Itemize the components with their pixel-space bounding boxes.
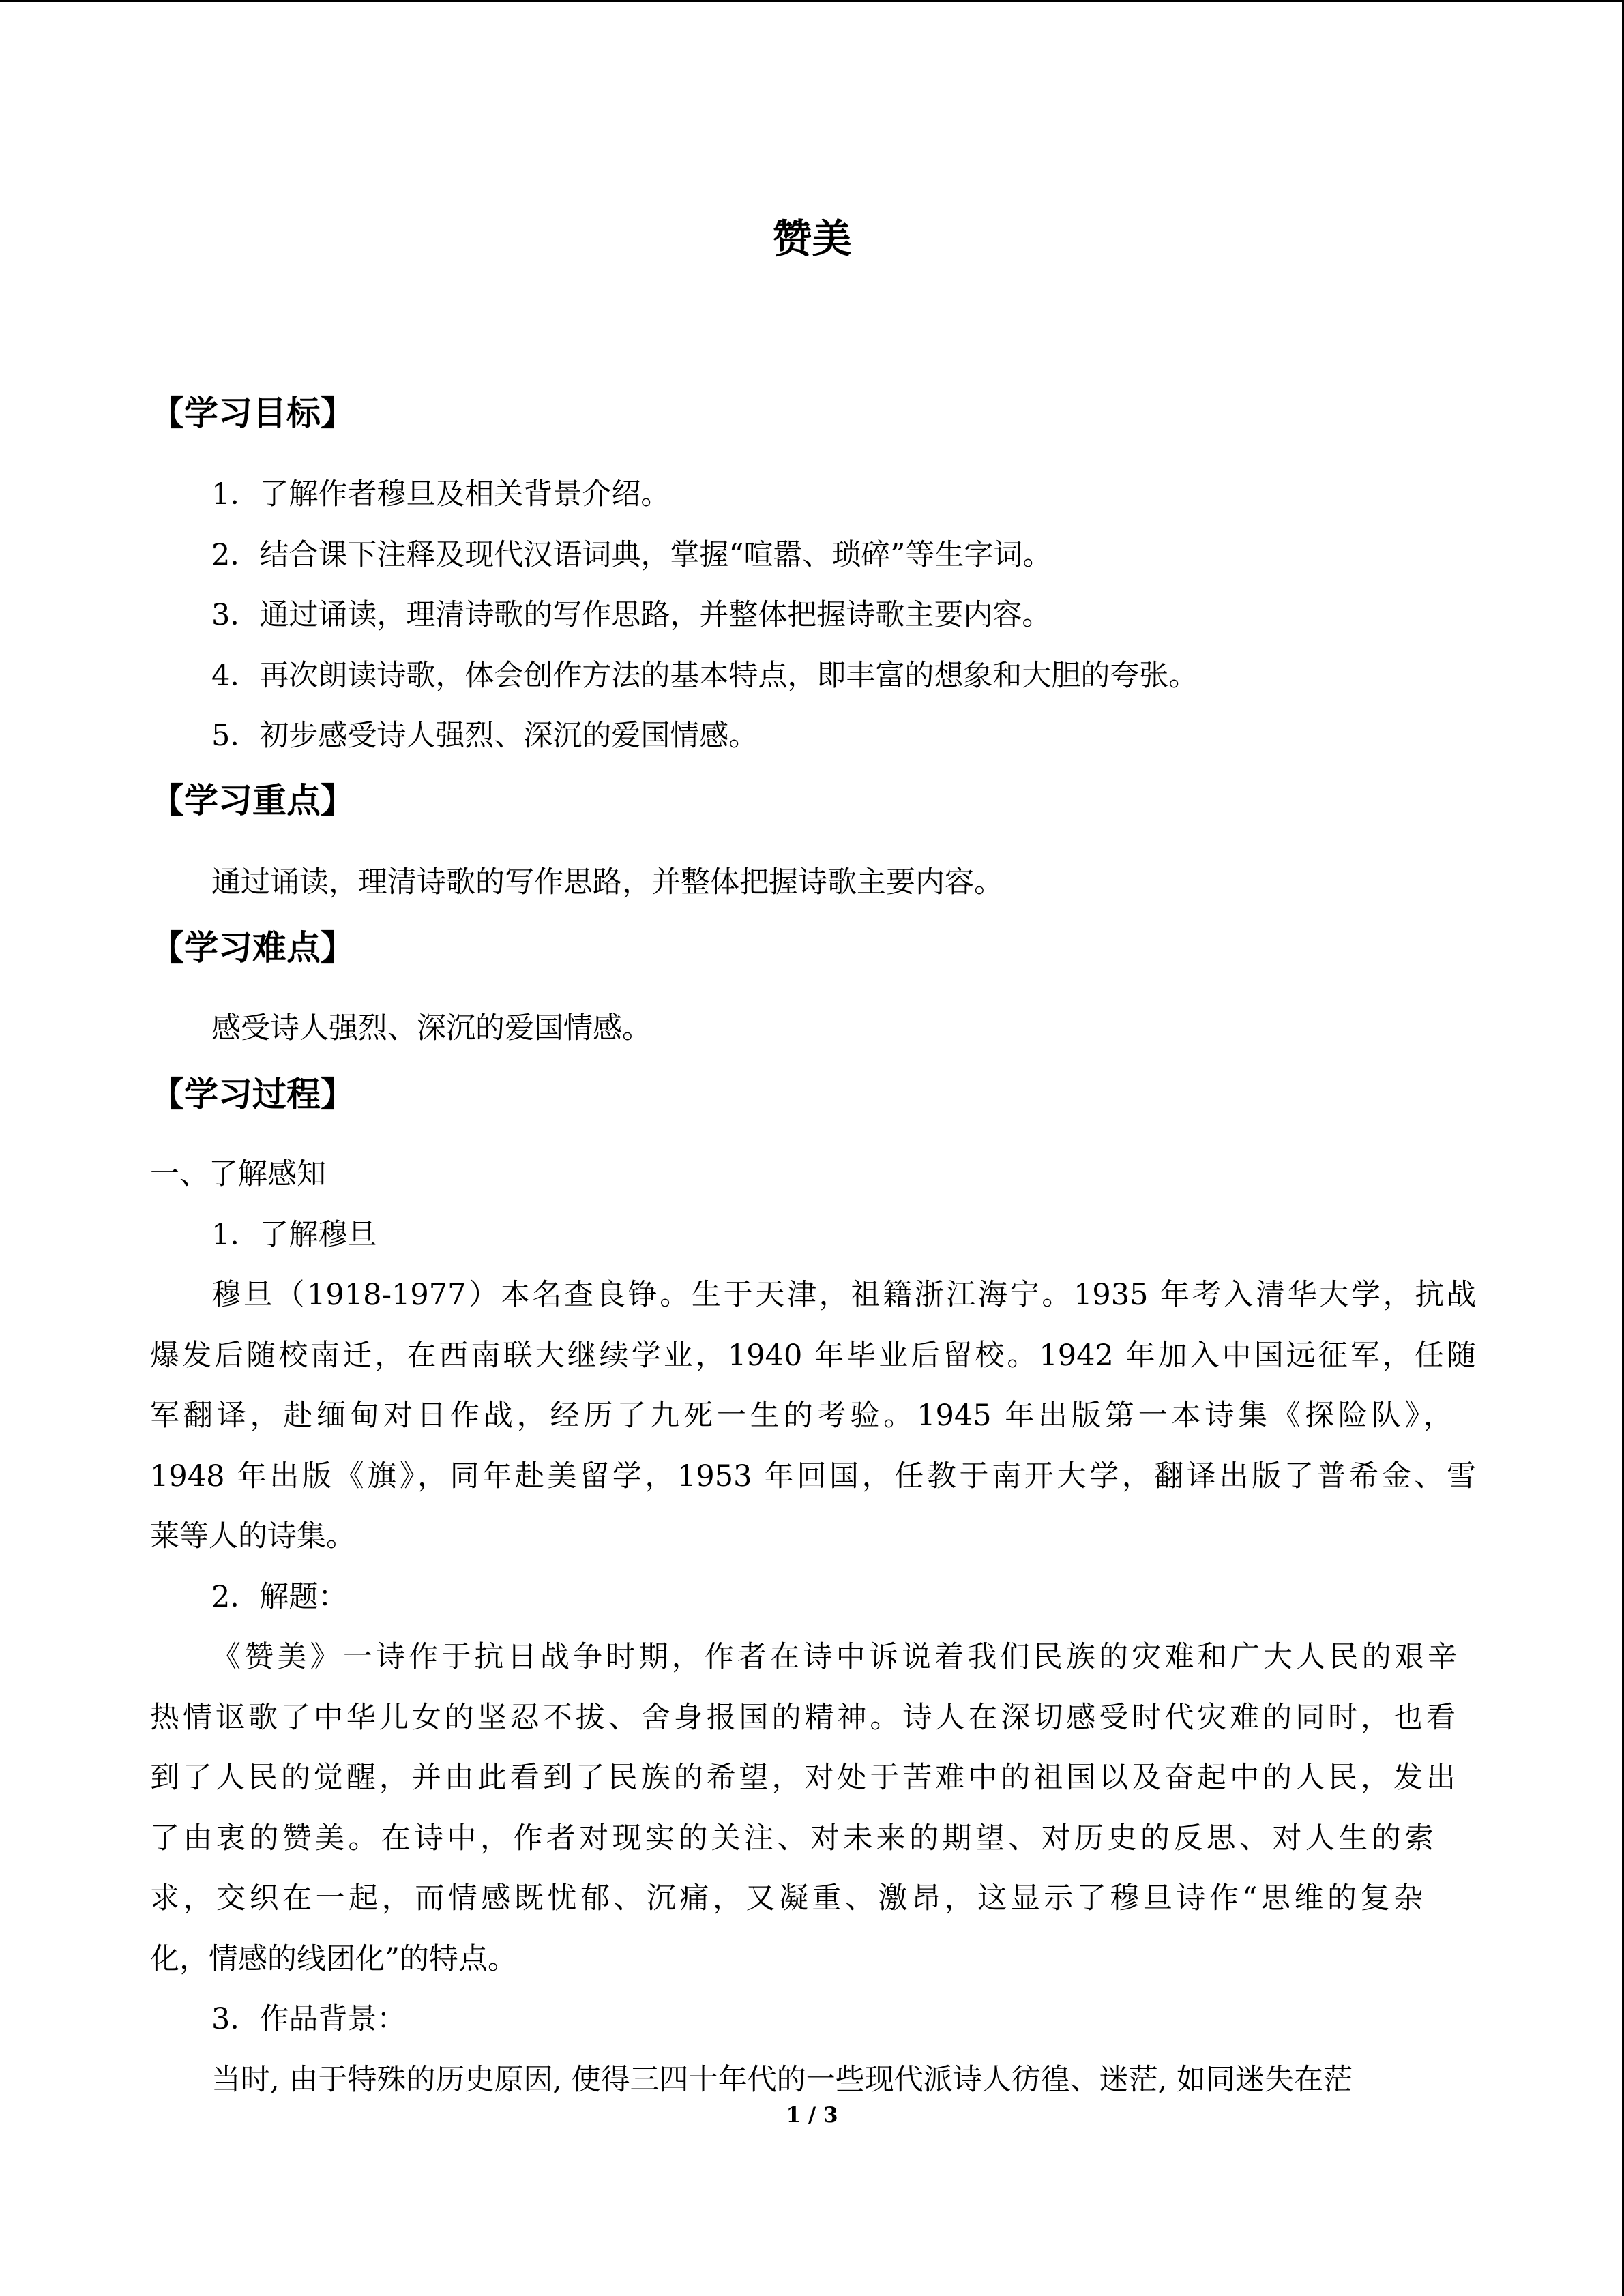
page-title: 赞美: [772, 215, 852, 262]
goal-item: 4．再次朗读诗歌，体会创作方法的基本特点，即丰富的想象和大胆的夸张。: [211, 659, 1198, 693]
bio-line: 莱等人的诗集。: [150, 1519, 355, 1553]
explain-line: 《赞美》一诗作于抗日战争时期，作者在诗中诉说着我们民族的灾难和广大人民的艰辛: [211, 1640, 1457, 1674]
bio-line: 穆旦（1918-1977）本名查良铮。生于天津，祖籍浙江海宁。1935 年考入清华大学，抗战: [211, 1278, 1476, 1312]
explain-line: 了由衷的赞美。在诗中，作者对现实的关注、对未来的期望、对历史的反思、对人生的索: [150, 1821, 1434, 1855]
sub-heading: 3．作品背景：: [211, 2002, 407, 2036]
page-top-border: [0, 0, 1624, 2]
section-heading-process: 【学习过程】: [150, 1075, 355, 1114]
goal-item: 1．了解作者穆旦及相关背景介绍。: [211, 477, 670, 511]
section-heading-focus: 【学习重点】: [150, 781, 355, 820]
part-heading: 一、了解感知: [150, 1157, 326, 1191]
section-heading-goals: 【学习目标】: [150, 393, 355, 433]
explain-line: 求，交织在一起，而情感既忧郁、沉痛，又凝重、激昂，这显示了穆旦诗作“思维的复杂: [150, 1881, 1423, 1915]
explain-line: 到了人民的觉醒，并由此看到了民族的希望，对处于苦难中的祖国以及奋起中的人民，发出: [150, 1761, 1456, 1795]
focus-text: 通过诵读，理清诗歌的写作思路，并整体把握诗歌主要内容。: [211, 865, 1003, 899]
goal-item: 3．通过诵读，理清诗歌的写作思路，并整体把握诗歌主要内容。: [211, 598, 1052, 632]
bio-line: 军翻译，赴缅甸对日作战，经历了九死一生的考验。1945 年出版第一本诗集《探险队》，: [150, 1399, 1453, 1433]
goal-item: 2．结合课下注释及现代汉语词典，掌握“喧嚣、琐碎”等生字词。: [211, 538, 1052, 572]
bio-line: 爆发后随校南迁，在西南联大继续学业，1940 年毕业后留校。1942 年加入中国远征军，任随: [150, 1339, 1476, 1373]
sub-heading: 2．解题：: [211, 1580, 348, 1614]
background-line: 当时, 由于特殊的历史原因, 使得三四十年代的一些现代派诗人彷徨、迷茫, 如同迷失在茫: [211, 2063, 1353, 2097]
sub-heading: 1．了解穆旦: [211, 1218, 377, 1252]
explain-line: 热情讴歌了中华儿女的坚忍不拔、舍身报国的精神。诗人在深切感受时代灾难的同时，也看: [150, 1701, 1456, 1735]
explain-line: 化，情感的线团化”的特点。: [150, 1942, 517, 1976]
page-number: 1 / 3: [786, 2103, 838, 2128]
section-heading-difficulty: 【学习难点】: [150, 928, 355, 968]
difficulty-text: 感受诗人强烈、深沉的爱国情感。: [211, 1011, 651, 1045]
goal-item: 5．初步感受诗人强烈、深沉的爱国情感。: [211, 719, 758, 753]
bio-line: 1948 年出版《旗》，同年赴美留学，1953 年回国，任教于南开大学，翻译出版了普希金、雪: [150, 1459, 1476, 1493]
